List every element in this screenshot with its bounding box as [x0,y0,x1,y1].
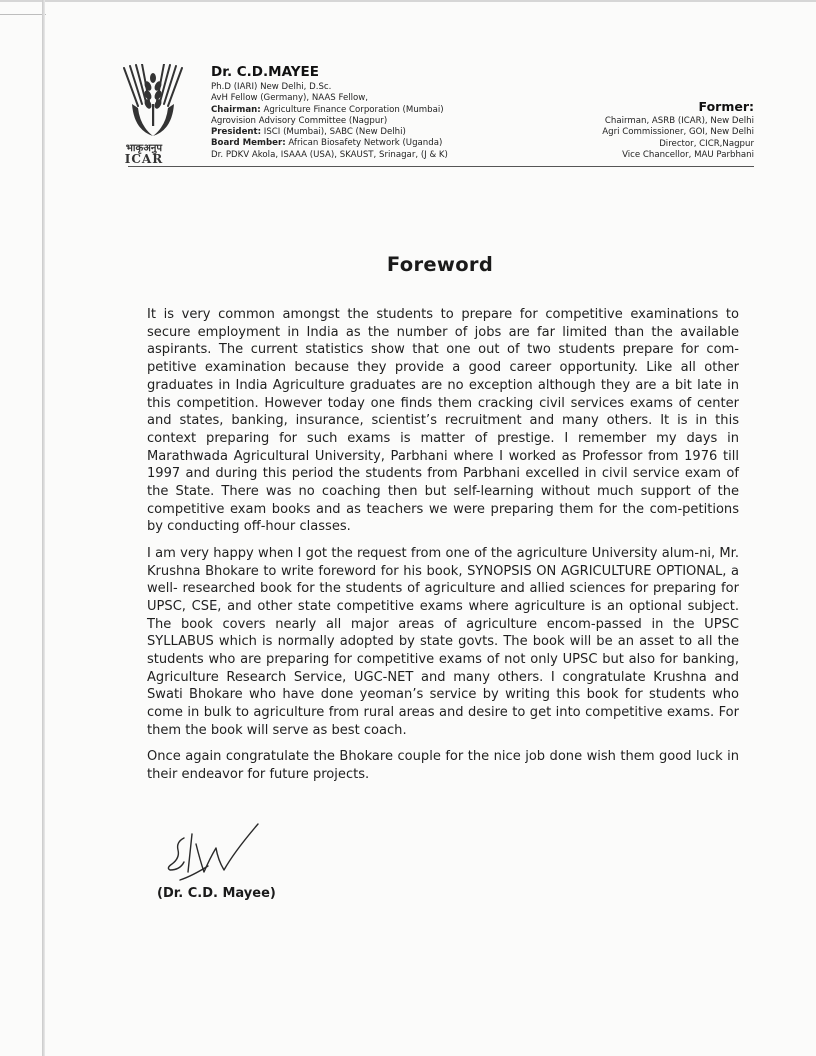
credential-text: Dr. PDKV Akola, ISAAA (USA), SKAUST, Srinagar, (J & K) [211,149,448,160]
body-paragraph: It is very common amongst the students to prepare for competitive examinations to secure employment in India as the number of jobs are far limited than the available aspirants. The current statistics show that one out of two students prepare for com-petitive examination because they provide a good career opportunity. Like all other graduates in India Agriculture graduates are no exception although they are a bit late in this competition. However today one finds them cracking civil services exams of center and states, banking, insurance, scientist’s recruitment and many others. It is in this context preparing for such exams is matter of prestige. I remember my days in Marathwada Agricultural University, Parbhani where I worked as Professor from 1976 till 1997 and during this period the students from Parbhani excelled in civil service exam of the State. There was no coaching then but self-learning without much support of the competitive exam books and as teachers we were preparing them for the com-petitions by conducting off-hour classes. [147,307,739,535]
former-position: Director, CICR,Nagpur [659,138,754,149]
former-position: Agri Commissioner, GOI, New Delhi [602,127,754,138]
credential-label: Chairman: [211,104,261,115]
former-position: Chairman, ASRB (ICAR), New Delhi [604,116,754,126]
credential-text: Agriculture Finance Corporation (Mumbai) [260,104,444,115]
credential-text: African Biosafety Network (Uganda) [285,138,443,149]
letterhead-former-positions [602,99,754,161]
icar-wheat-emblem-icon [114,64,194,142]
letterhead-divider [128,166,754,167]
logo-hindi-text: भाकृअनुप [125,143,163,154]
former-heading: Former: [698,99,754,114]
credential-text: AvH Fellow (Germany), NAAS Fellow, [211,93,369,104]
signatory-name: (Dr. C.D. Mayee) [157,886,276,901]
body-paragraph: I am very happy when I got the request from one of the agriculture University alum-ni, Mr. Krushna Bhokare to write foreword for his book, SYNOPSIS ON AGRICULTURE OPTIONAL, a well- researched book for the students of agriculture and allied sciences for preparing for UPSC, CSE, and other state competitive exams where agriculture is an optional subject. The book covers nearly all major areas of agriculture encom-passed in the UPSC SYLLABUS which is normally adopted by state govts. The book will be an asset to all the students who are preparing for competitive exams of not only UPSC but also for banking, Agriculture Research Service, UGC-NET and many others. I congratulate Krushna and Swati Bhokare who have done yeoman’s service by writing this book for students who come in bulk to agriculture from rural areas and desire to get into competitive exams. For them the book will serve as best coach. [147,545,739,738]
credential-line [211,127,511,138]
letterhead-credentials [211,64,511,161]
body-paragraph: Once again congratulate the Bhokare couple for the nice job done wish them good luck in their endeavor for future projects. [147,749,739,782]
credential-line [211,82,511,93]
credential-text: Agrovision Advisory Committee (Nagpur) [211,115,388,126]
scan-corner [0,0,46,15]
foreword-body [147,306,739,792]
credential-line [211,150,511,161]
scan-edge-top [0,0,816,2]
handwritten-signature-icon [162,820,272,886]
page-title: Foreword [386,253,494,277]
credential-line [211,105,511,116]
credential-text: ISCI (Mumbai), SABC (New Delhi) [261,127,406,138]
letterhead-name: Dr. C.D.MAYEE [211,64,319,80]
credential-text: Ph.D (IARI) New Delhi, D.Sc. [211,82,332,92]
scan-binding-edge [42,0,45,1056]
credential-line [211,138,511,149]
icar-logo [114,64,194,168]
credential-label: President: [211,127,262,138]
credential-line [211,116,511,127]
credential-label: Board Member: [211,138,286,149]
credential-line [211,93,511,104]
former-position: Vice Chancellor, MAU Parbhani [622,149,754,160]
logo-acronym: ICAR [124,152,164,166]
